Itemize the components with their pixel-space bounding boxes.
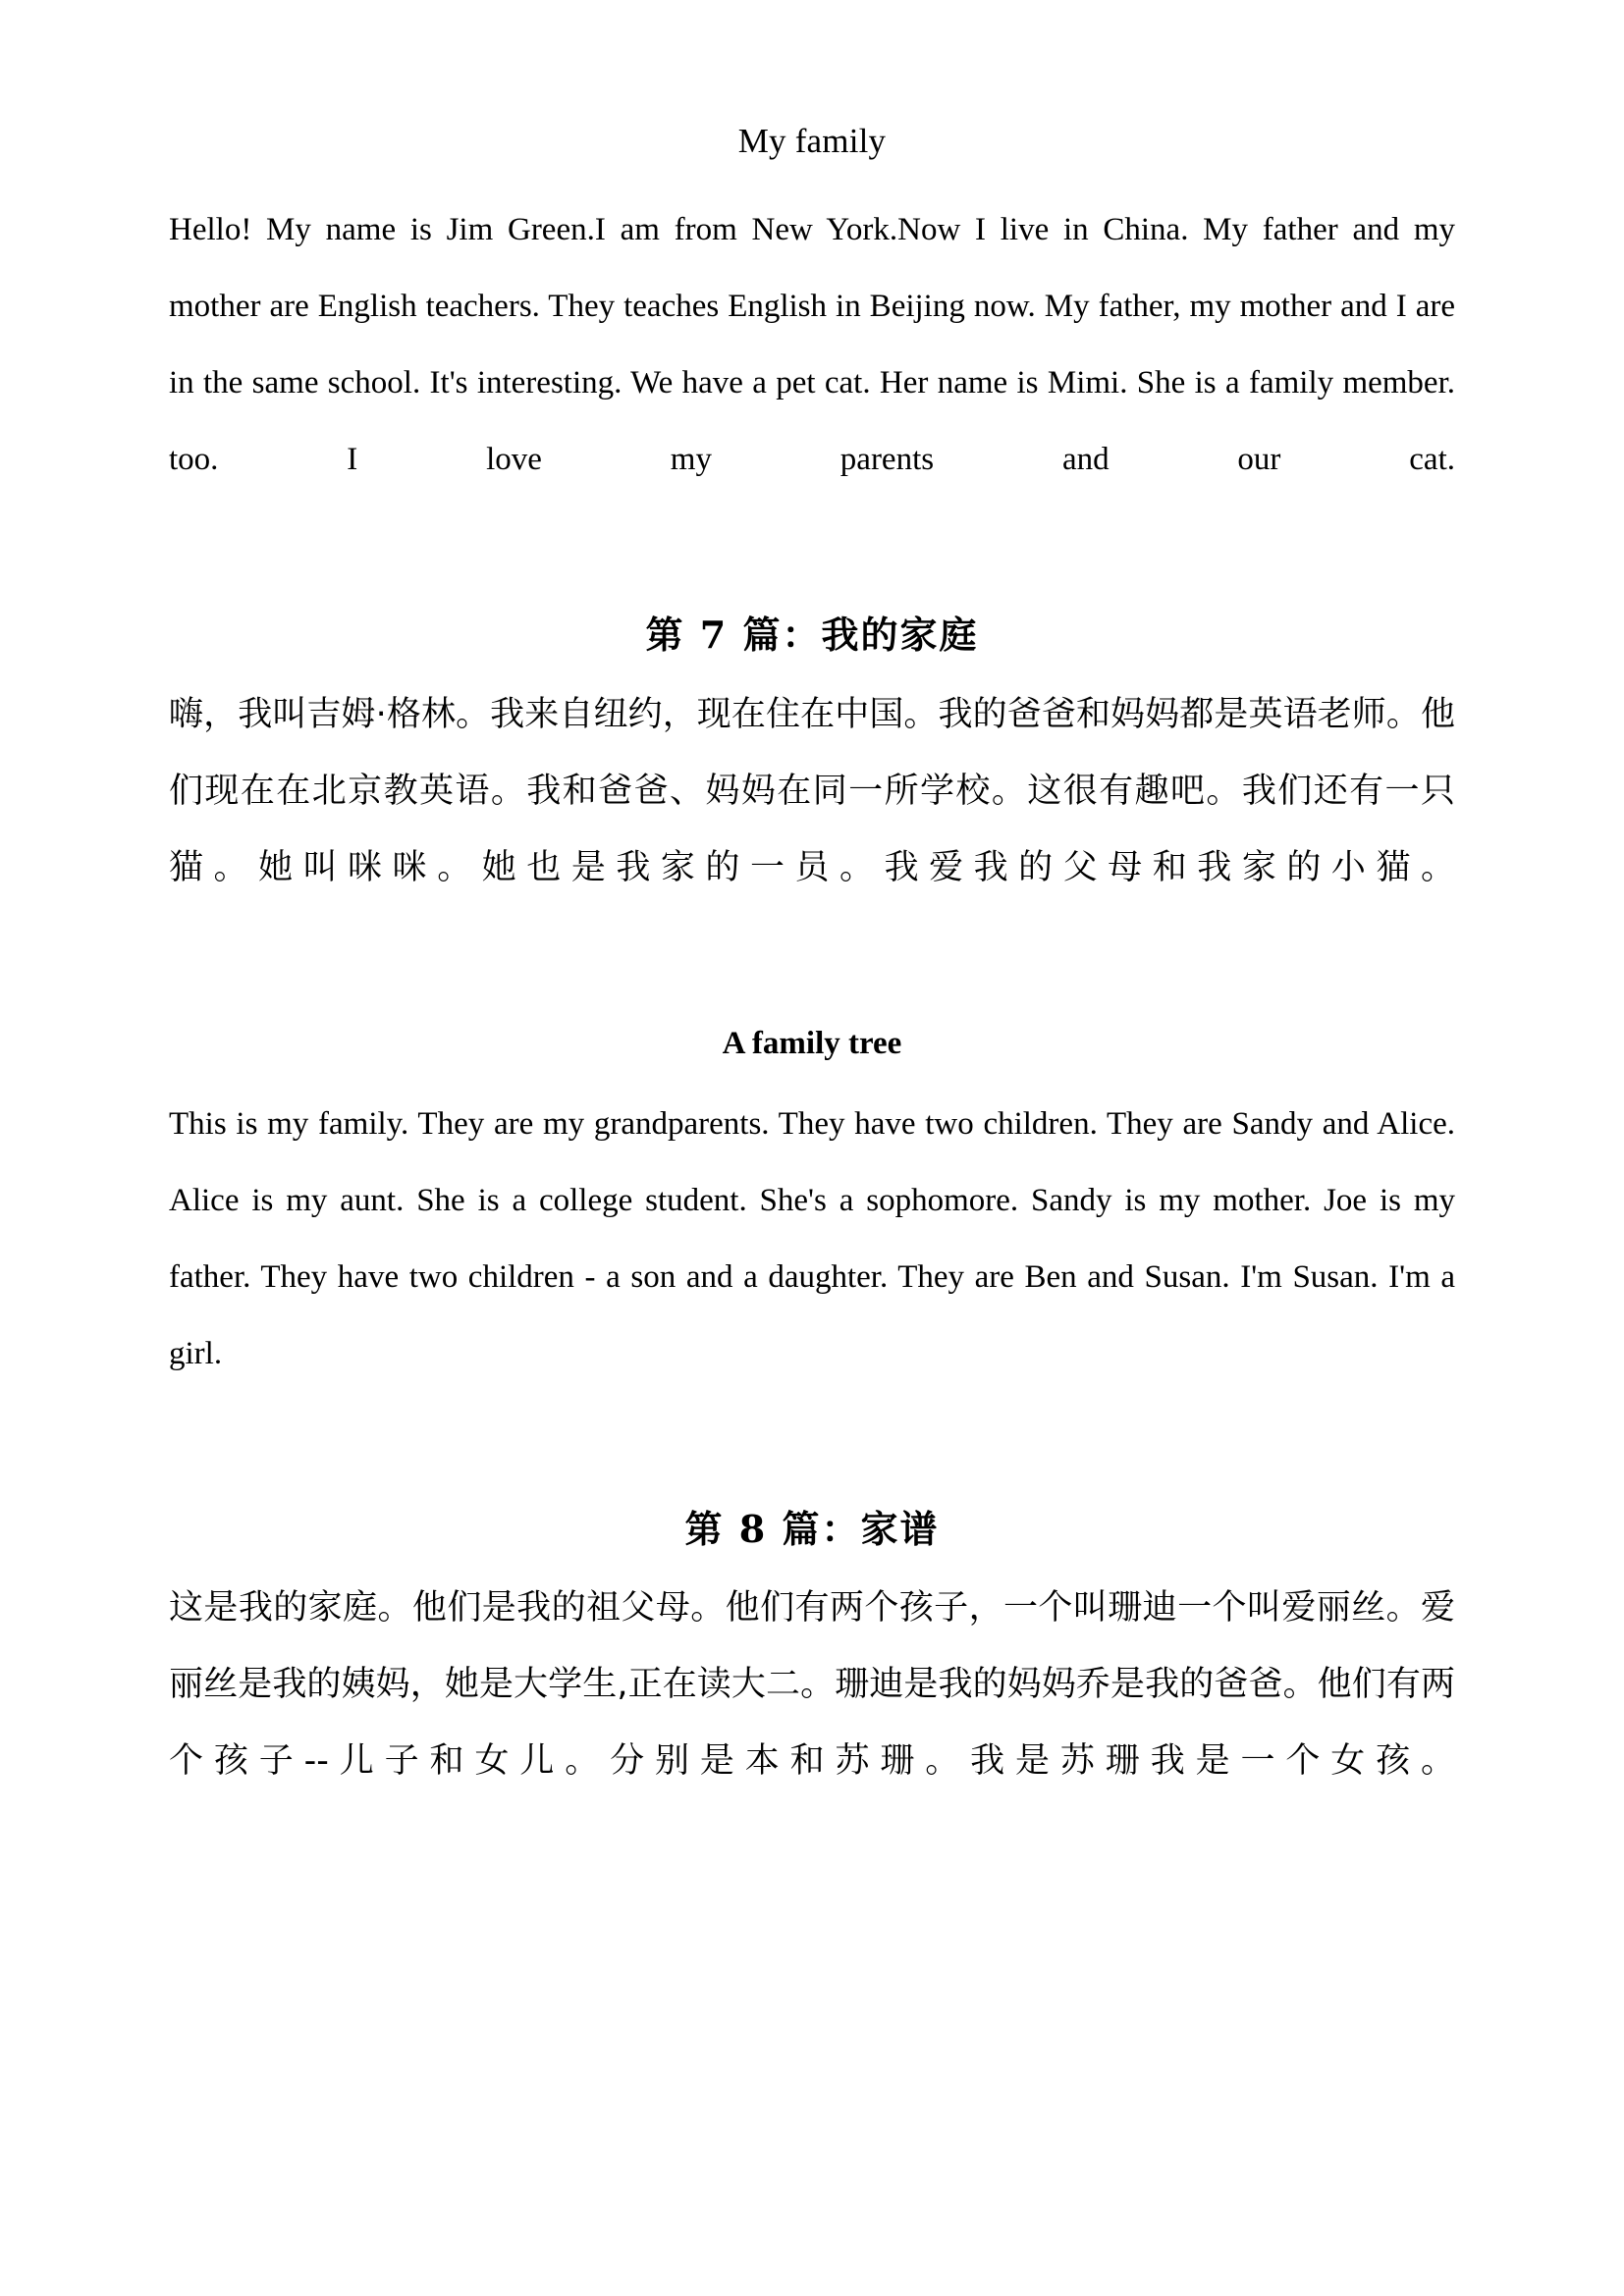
- paragraph-chinese-family-tree: 这是我的家庭。他们是我的祖父母。他们有两个孩子，一个叫珊迪一个叫爱丽丝。爱丽丝是我的姨妈，她是大学生,正在读大二。珊迪是我的妈妈乔是我的爸爸。他们有两个孩子--儿子和女儿。分别是本和苏珊。我是苏珊我是一个女孩。: [169, 1588, 1455, 1782]
- paragraph-english-family-tree: This is my family. They are my grandparents. They have two children. They are Sandy and Alice. Alice is my aunt. She is a college student. She's a sophomore. Sandy is my mother. Joe is my father. They have two children - a son and a daughter. They are Ben and Susan. I'm Susan. I'm a girl.: [169, 1105, 1455, 1371]
- spacer: [169, 988, 1455, 1010]
- heading-chapter-8: 第 8 篇：家谱: [684, 1506, 940, 1551]
- document-content: [169, 124, 1455, 1882]
- paragraph-chinese-my-family: 嗨，我叫吉姆·格林。我来自纽约，现在住在中国。我的爸爸和妈妈都是英语老师。他们现在在北京教英语。我和爸爸、妈妈在同一所学校。这很有趣吧。我们还有一只猫。她叫咪咪。她也是我家的一员。我爱我的父母和我家的小猫。: [169, 694, 1455, 887]
- page-title: My family: [737, 122, 887, 160]
- section-a-family-tree: [169, 1025, 1455, 1468]
- section-my-family: [169, 124, 1455, 574]
- paragraph-english-my-family: Hello! My name is Jim Green.I am from New York.Now I live in China. My father and my mother are English teachers. They teaches English in Beijing now. My father, my mother and I are in the same school. It's interesting. We have a pet cat. Her name is Mimi. She is a family member. too. I love my parents and our cat.: [169, 212, 1455, 477]
- heading-a-family-tree: A family tree: [722, 1025, 902, 1061]
- spacer: [169, 1474, 1455, 1484]
- section-chinese-my-family: [169, 614, 1455, 983]
- heading-chapter-7: 第 7 篇：我的家庭: [645, 613, 979, 657]
- spacer: [169, 580, 1455, 590]
- section-chinese-family-tree: [169, 1508, 1455, 1877]
